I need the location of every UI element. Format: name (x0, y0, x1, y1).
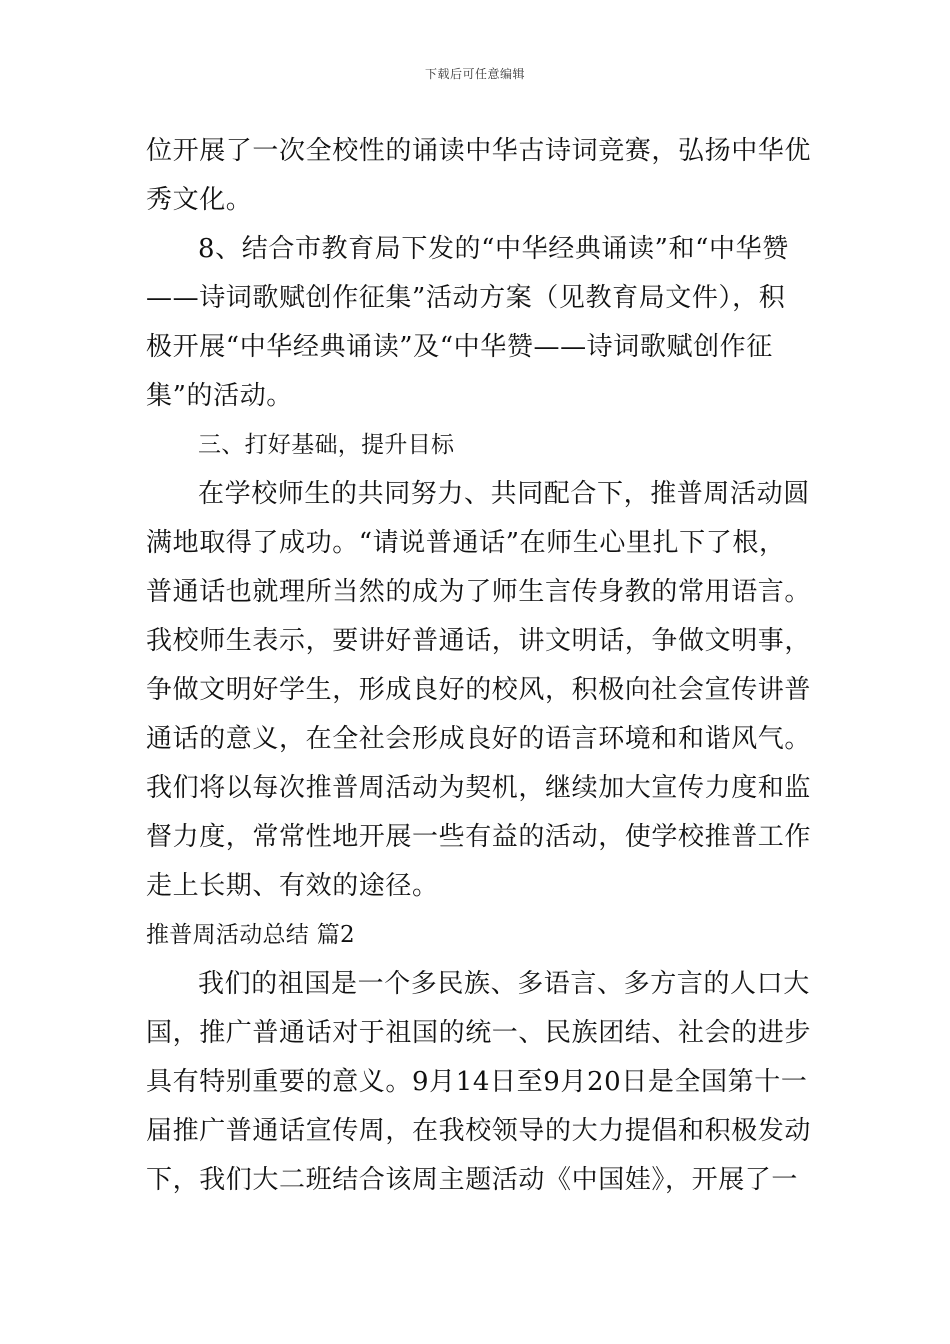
text-line: 8、结合市教育局下发的“中华经典诵读”和“中华赞 (198, 234, 789, 264)
text-line: 届推广普通话宣传周，在我校领导的大力提倡和积极发动 (146, 1116, 812, 1146)
document-body (146, 127, 810, 1205)
text-line: 我们将以每次推普周活动为契机，继续加大宣传力度和监 (146, 773, 812, 803)
text-line: 集”的活动。 (146, 381, 293, 411)
text-line: 国，推广普通话对于祖国的统一、民族团结、社会的进步 (146, 1018, 812, 1048)
text-line: 满地取得了成功。“请说普通话”在师生心里扎下了根， (146, 528, 786, 558)
text-line: ——诗词歌赋创作征集”活动方案（见教育局文件），积 (146, 283, 786, 313)
text-line: 秀文化。 (146, 185, 253, 215)
text-line: 走上长期、有效的途径。 (146, 871, 439, 901)
text-line: 在学校师生的共同努力、共同配合下，推普周活动圆 (198, 479, 810, 509)
text-line: 位开展了一次全校性的诵读中华古诗词竞赛，弘扬中华优 (146, 136, 812, 166)
text-line: 下，我们大二班结合该周主题活动《中国娃》，开展了一 (146, 1165, 799, 1195)
text-line: 通话的意义，在全社会形成良好的语言环境和和谐风气。 (146, 724, 812, 754)
section-heading: 三、打好基础，提升目标 (198, 432, 455, 458)
text-line: 我们的祖国是一个多民族、多语言、多方言的人口大 (198, 969, 810, 999)
text-line: 督力度，常常性地开展一些有益的活动，使学校推普工作 (146, 822, 812, 852)
text-line: 具有特别重要的意义。9月14日至9月20日是全国第十一 (146, 1067, 808, 1097)
text-line: 我校师生表示，要讲好普通话，讲文明话，争做文明事， (146, 626, 812, 656)
text-line: 普通话也就理所当然的成为了师生言传身教的常用语言。 (146, 577, 812, 607)
text-line: 极开展“中华经典诵读”及“中华赞——诗词歌赋创作征 (146, 332, 773, 362)
text-line: 争做文明好学生，形成良好的校风，积极向社会宣传讲普 (146, 675, 812, 705)
page-header: 下载后可任意编辑 (424, 67, 525, 81)
article-title: 推普周活动总结 篇2 (146, 922, 355, 948)
